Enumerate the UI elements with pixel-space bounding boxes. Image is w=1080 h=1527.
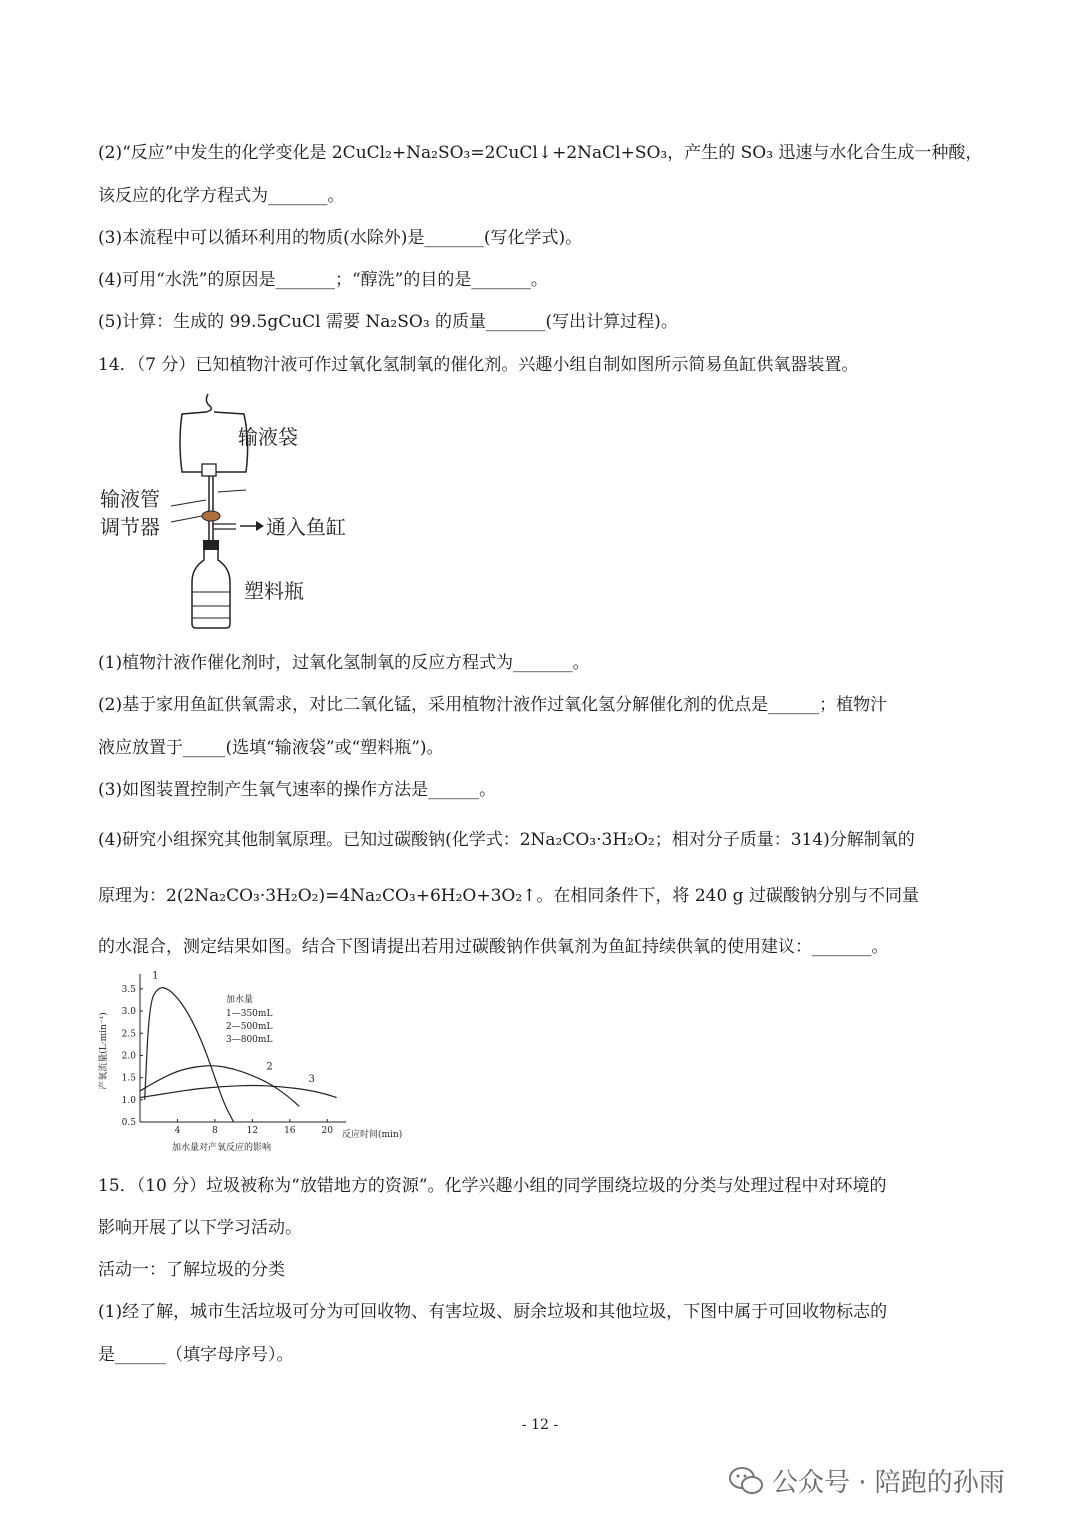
x-tick-label: 4	[174, 1126, 181, 1136]
q14-part4-line3: 的水混合，测定结果如图。结合下图请提出若用过碳酸钠作供氧剂为鱼缸持续供氧的使用建议：_______。	[98, 937, 889, 957]
series-label-1: 1	[152, 970, 159, 982]
q14-part2-line2: 液应放置于_____(选填“输液袋”或“塑料瓶”)。	[98, 738, 444, 758]
y-axis-label: 产氧流量(L·min⁻¹)	[99, 1012, 109, 1090]
q13-part4: (4)可用“水洗”的原因是_______；“醇洗”的目的是_______。	[98, 270, 548, 290]
series-line-3	[140, 1086, 337, 1098]
legend-title: 加水量	[226, 995, 254, 1005]
series-line-1	[145, 988, 234, 1122]
q14-part4-line2: 原理为：2(2Na₂CO₃·3H₂O₂)=4Na₂CO₃+6H₂O+3O₂↑。在相同条件下，将 240 g 过碳酸钠分别与不同量	[98, 886, 919, 906]
oxygen-supply-apparatus-diagram	[96, 392, 366, 632]
x-tick-label: 8	[212, 1126, 218, 1136]
q14-stem: 14．（7 分）已知植物汁液可作过氧化氢制氧的催化剂。兴趣小组自制如图所示简易鱼缸供氧器装置。	[98, 355, 859, 375]
label-bag: 输液袋	[238, 425, 298, 449]
q15-part1-line1: (1)经了解，城市生活垃圾可分为可回收物、有害垃圾、厨余垃圾和其他垃圾，下图中属于可回收物标志的	[98, 1302, 888, 1322]
q13-part2-line2: 该反应的化学方程式为_______。	[98, 186, 345, 206]
label-tube: 输液管	[100, 487, 160, 511]
q14-part1: (1)植物汁液作催化剂时，过氧化氢制氧的反应方程式为_______。	[98, 653, 590, 673]
series-label-3: 3	[308, 1074, 315, 1086]
watermark-text: 公众号 · 陪跑的孙雨	[772, 1468, 1005, 1498]
x-axis-label: 反应时间(min)	[342, 1130, 403, 1140]
q15-part1-line2: 是______（填字母序号）。	[98, 1345, 294, 1365]
label-regulator: 调节器	[100, 515, 160, 539]
x-tick-label: 20	[321, 1126, 333, 1136]
q13-part5: (5)计算：生成的 99.5gCuCl 需要 Na₂SO₃ 的质量_______(写出计算过程)。	[98, 312, 678, 332]
y-tick-label: 2.0	[121, 1051, 136, 1062]
q14-part2-line1: (2)基于家用鱼缸供氧需求，对比二氧化锰，采用植物汁液作过氧化氢分解催化剂的优点是______；植物汁	[98, 695, 888, 715]
label-bottle: 塑料瓶	[244, 579, 304, 603]
q15-activity1: 活动一：了解垃圾的分类	[98, 1260, 285, 1280]
y-tick-label: 3.5	[121, 984, 136, 995]
chart-caption: 加水量对产氧反应的影响	[172, 1143, 272, 1153]
page-number: - 12 -	[521, 1417, 559, 1433]
x-tick-label: 16	[284, 1126, 296, 1136]
series-label-2: 2	[266, 1061, 273, 1073]
q13-part3: (3)本流程中可以循环利用的物质(水除外)是_______(写化学式)。	[98, 228, 583, 248]
y-tick-label: 2.5	[121, 1029, 136, 1040]
q15-stem-line1: 15．（10 分）垃圾被称为“放错地方的资源”。化学兴趣小组的同学围绕垃圾的分类与处理过程中对环境的	[98, 1176, 887, 1196]
label-outlet: 通入鱼缸	[266, 515, 346, 539]
watermark	[728, 1462, 1005, 1499]
q14-part3: (3)如图装置控制产生氧气速率的操作方法是______。	[98, 780, 497, 800]
q14-part4-line1: (4)研究小组探究其他制氧原理。已知过碳酸钠(化学式：2Na₂CO₃·3H₂O₂；相对分子质量：314)分解制氧的	[98, 830, 915, 850]
x-tick-label: 12	[246, 1126, 259, 1136]
q15-stem-line2: 影响开展了以下学习活动。	[98, 1218, 302, 1238]
y-tick-label: 1.0	[121, 1095, 136, 1106]
legend-item: 1—350mL	[226, 1009, 273, 1019]
legend-item: 3—800mL	[226, 1035, 273, 1045]
y-tick-label: 1.5	[121, 1073, 136, 1084]
oxygen-flow-chart	[96, 970, 436, 1160]
legend-item: 2—500mL	[226, 1022, 273, 1032]
wechat-icon	[728, 1466, 764, 1496]
y-tick-label: 0.5	[121, 1118, 136, 1128]
y-tick-label: 3.0	[121, 1007, 136, 1018]
q13-part2-line1: (2)“反应”中发生的化学变化是 2CuCl₂+Na₂SO₃=2CuCl↓+2NaCl+SO₃，产生的 SO₃ 迅速与水化合生成一种酸，	[98, 143, 983, 163]
